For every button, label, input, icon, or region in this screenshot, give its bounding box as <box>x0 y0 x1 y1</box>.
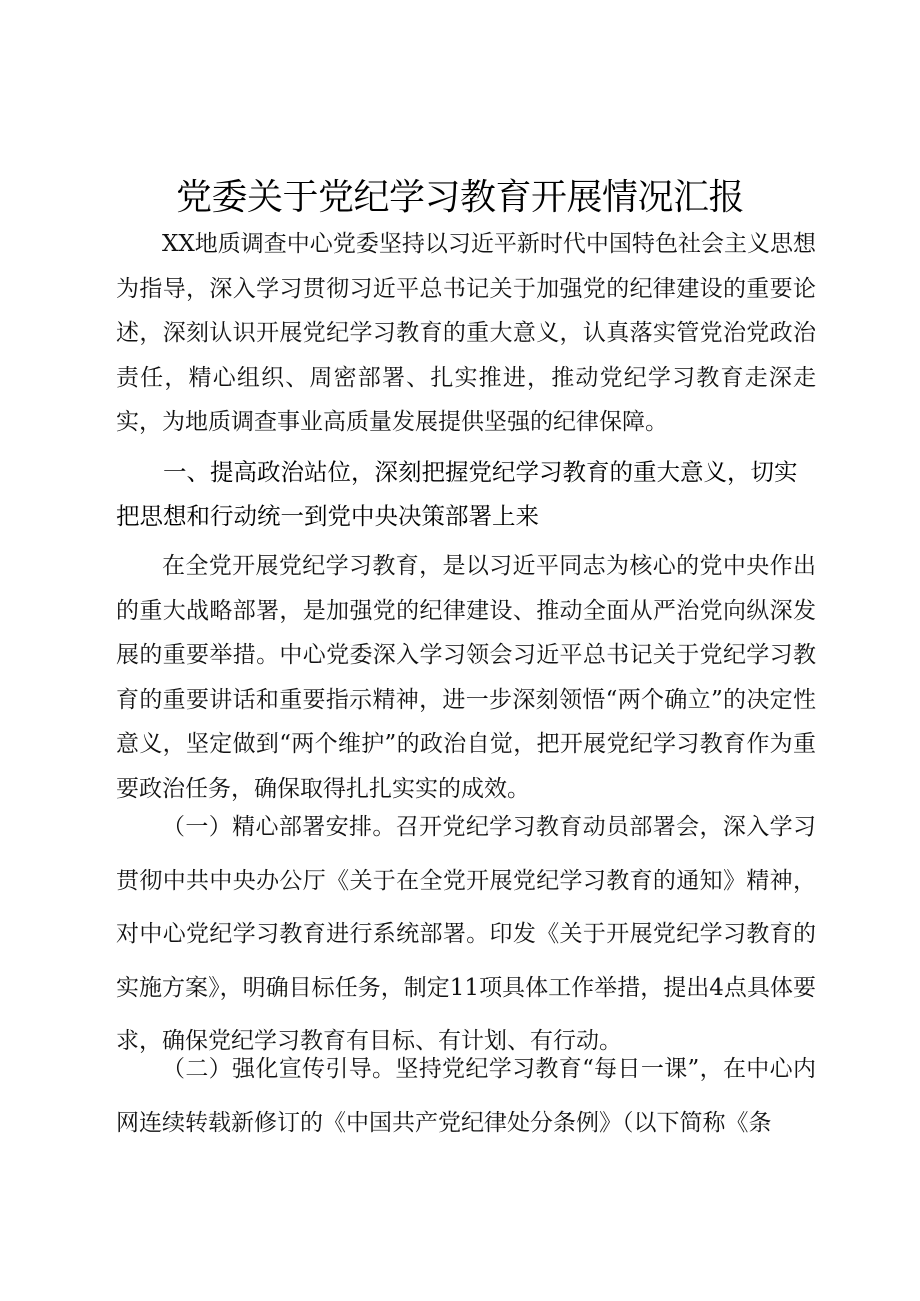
section-heading: 一、提高政治站位，深刻把握党纪学习教育的重大意义，切实把思想和行动统一到党中央决策部署上来 <box>116 458 798 530</box>
document-title: 党委关于党纪学习教育开展情况汇报 <box>175 177 744 218</box>
intro-paragraph: XX地质调查中心党委坚持以习近平新时代中国特色社会主义思想为指导，深入学习贯彻习近平总书记关于加强党的纪律建设的重要论述，深刻认识开展党纪学习教育的重大意义，认真落实管党治党政治责任，精心组织、周密部署、扎实推进，推动党纪学习教育走深走实，为地质调查事业高质量发展提供坚强的纪律保障。 <box>116 231 816 435</box>
item-paragraph-2: （二）强化宣传引导。坚持党纪学习教育“每日一课”，在中心内网连续转载新修订的《中国共产党纪律处分条例》（以下简称《条 <box>116 1056 816 1136</box>
item-paragraph-1: （一）精心部署安排。召开党纪学习教育动员部署会，深入学习贯彻中共中央办公厅《关于在全党开展党纪学习教育的通知》精神，对中心党纪学习教育进行系统部署。印发《关于开展党纪学习教育的实施方案》，明确目标任务，制定11项具体工作举措，提出4点具体要求，确保党纪学习教育有目标、有计划、有行动。 <box>116 814 816 1054</box>
section-body-paragraph: 在全党开展党纪学习教育，是以习近平同志为核心的党中央作出的重大战略部署，是加强党的纪律建设、推动全面从严治党向纵深发展的重要举措。中心党委深入学习领会习近平总书记关于党纪学习教育的重要讲话和重要指示精神，进一步深刻领悟“两个确立”的决定性意义，坚定做到“两个维护”的政治自觉，把开展党纪学习教育作为重要政治任务，确保取得扎扎实实的成效。 <box>116 553 816 802</box>
